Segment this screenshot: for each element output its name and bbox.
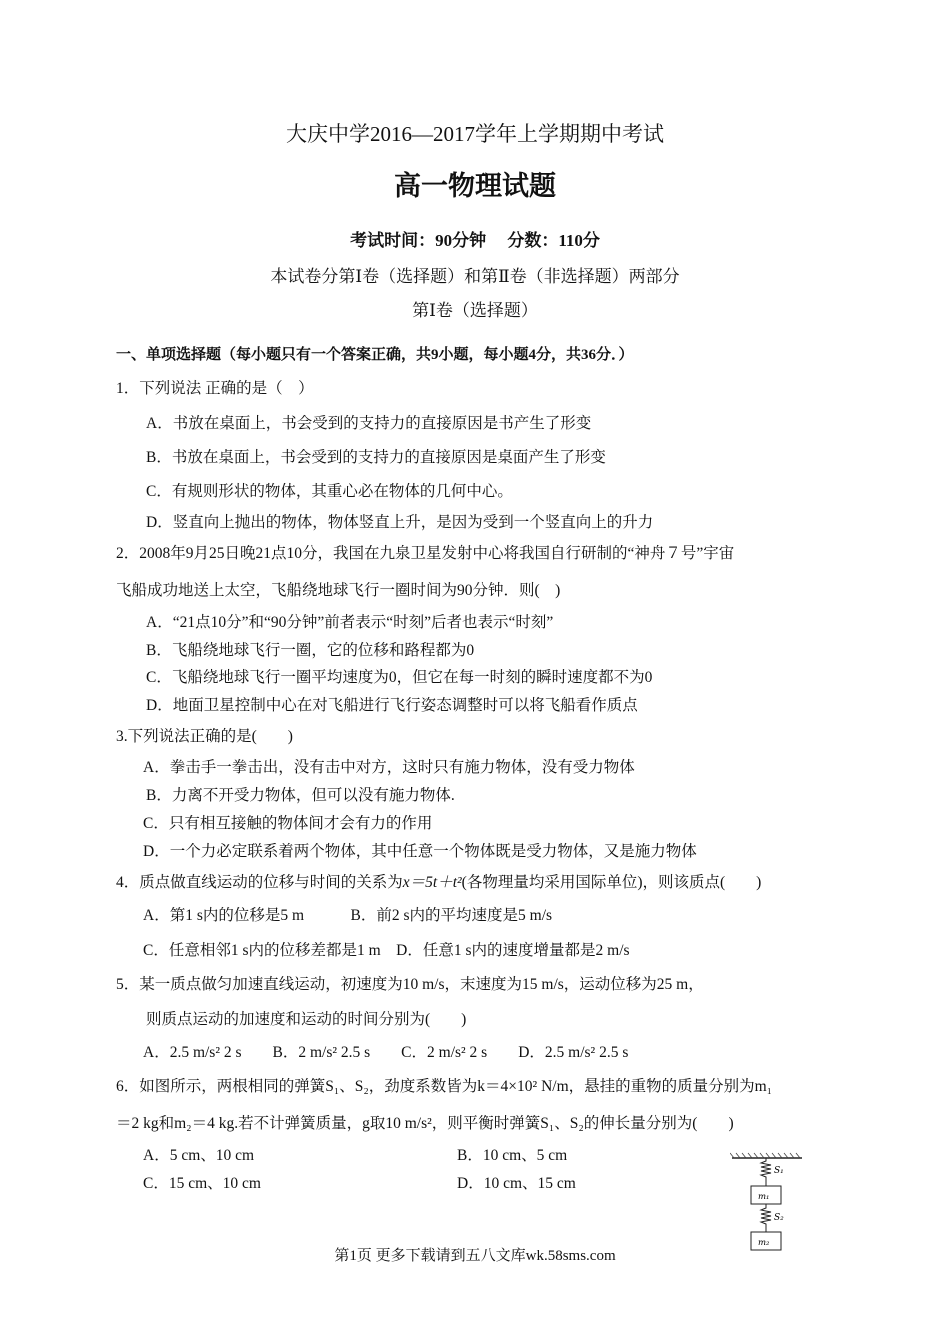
q6-stem-line1: 6．如图所示，两根相同的弹簧S₁、S₂，劲度系数皆为k＝4×10² N/m，悬挂的重物的质量分别为m₁	[116, 1078, 773, 1095]
q2-option-d: D．地面卫星控制中心在对飞船进行飞行姿态调整时可以将飞船看作质点	[146, 697, 638, 714]
q1-stem: 1．下列说法 正确的是（ ）	[116, 380, 314, 397]
q1-option-b: B．书放在桌面上，书会受到的支持力的直接原因是桌面产生了形变	[146, 449, 606, 466]
q1-option-d: D．竖直向上抛出的物体，物体竖直上升，是因为受到一个竖直向上的升力	[146, 514, 654, 531]
paper-note: 本试卷分第Ⅰ卷（选择题）和第Ⅱ卷（非选择题）两部分	[270, 267, 680, 286]
q2-stem-line2: 飞船成功地送上太空，飞船绕地球飞行一圈时间为90分钟．则( )	[116, 582, 561, 599]
subject-title: 高一物理试题	[394, 171, 556, 202]
q6-option-a: A．5 cm、10 cm	[143, 1147, 255, 1164]
q5-stem-line1: 5．某一质点做匀加速直线运动，初速度为10 m/s，末速度为15 m/s，运动位移为25 m，	[116, 976, 704, 993]
q1-option-a: A．书放在桌面上，书会受到的支持力的直接原因是书产生了形变	[146, 415, 592, 432]
page-footer: 第1页 更多下载请到五八文库wk.58sms.com	[334, 1248, 616, 1264]
q2-option-a: A．“21点10分”和“90分钟”前者表示“时刻”后者也表示“时刻”	[146, 614, 554, 631]
school-title: 大庆中学2016—2017学年上学期期中考试	[286, 122, 664, 146]
q6-option-b: B．10 cm、5 cm	[457, 1147, 568, 1164]
q3-option-a: A．拳击手一拳击出，没有击中对方，这时只有施力物体，没有受力物体	[143, 759, 635, 776]
q3-option-d: D．一个力必定联系着两个物体，其中任意一个物体既是受力物体，又是施力物体	[143, 843, 697, 860]
section-heading: 一、单项选择题（每小题只有一个答案正确，共9小题，每小题4分，共36分．）	[116, 347, 634, 363]
q5-stem-line2: 则质点运动的加速度和运动的时间分别为( )	[146, 1011, 467, 1028]
q4-formula: x＝5t＋t²	[402, 874, 462, 891]
q3-stem: 3.下列说法正确的是( )	[116, 728, 293, 745]
q3-option-b: B．力离不开受力物体，但可以没有施力物体.	[146, 787, 455, 804]
q4-stem-pre: 4．质点做直线运动的位移与时间的关系为	[116, 874, 403, 891]
spring-s2-label: S₂	[774, 1213, 784, 1223]
q1-option-c: C．有规则形状的物体，其重心必在物体的几何中心。	[146, 483, 513, 500]
q4-options-ab: A．第1 s内的位移是5 m B．前2 s内的平均速度是5 m/s	[143, 907, 553, 924]
part-title: 第Ⅰ卷（选择题）	[412, 301, 538, 320]
mass-m2-label: m₂	[758, 1238, 770, 1248]
mass-m1-label: m₁	[758, 1192, 770, 1202]
spring-s1-label: S₁	[774, 1166, 784, 1176]
q2-option-b: B．飞船绕地球飞行一圈，它的位移和路程都为0	[146, 642, 475, 659]
q6-stem-line2: ＝2 kg和m₂＝4 kg.若不计弹簧质量，g取10 m/s²，则平衡时弹簧S₁、S₂的伸长量分别为( )	[116, 1115, 734, 1132]
spring-s1	[761, 1158, 771, 1186]
q5-options: A．2.5 m/s² 2 s B．2 m/s² 2.5 s C．2 m/s² 2 s D．2.5 m/s² 2.5 s	[143, 1044, 629, 1061]
q2-stem-line1: 2．2008年9月25日晚21点10分，我国在九泉卫星发射中心将我国自行研制的“神舟７号”宇宙	[116, 545, 735, 562]
q4-options-cd: C．任意相邻1 s内的位移差都是1 m D．任意1 s内的速度增量都是2 m/s	[143, 942, 630, 959]
q6-option-d: D．10 cm、15 cm	[457, 1175, 576, 1192]
exam-info: 考试时间：90分钟 分数：110分	[350, 231, 600, 250]
spring-s2	[761, 1204, 771, 1232]
q4-stem-post: (各物理量均采用国际单位)，则该质点( )	[461, 874, 762, 891]
ceiling-hatch	[730, 1153, 802, 1158]
q2-option-c: C．飞船绕地球飞行一圈平均速度为0，但它在每一时刻的瞬时速度都不为0	[146, 669, 653, 686]
q6-option-c: C．15 cm、10 cm	[143, 1175, 261, 1192]
q4-stem	[116, 873, 761, 893]
q3-option-c: C．只有相互接触的物体间才会有力的作用	[143, 815, 433, 832]
